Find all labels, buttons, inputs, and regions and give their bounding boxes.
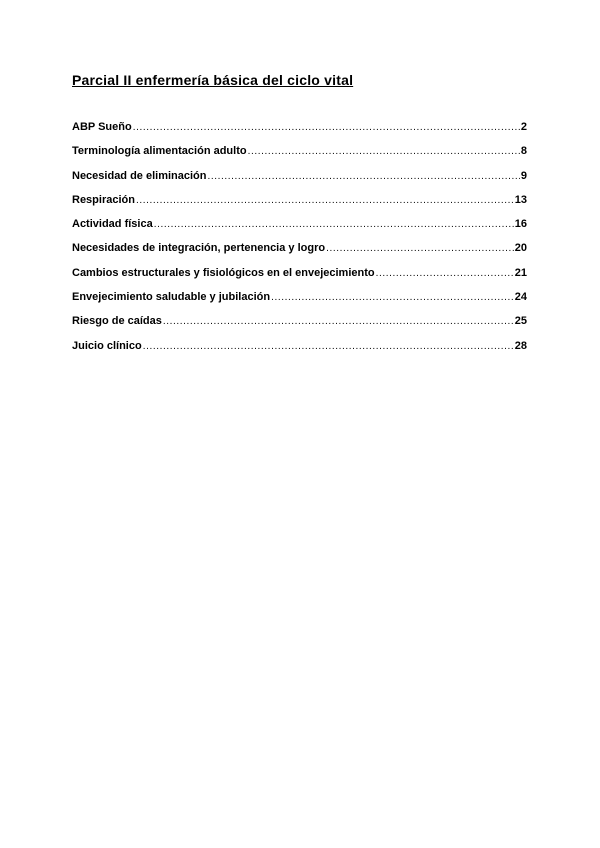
toc-dot-leader bbox=[143, 341, 514, 352]
toc-page-number: 8 bbox=[520, 145, 527, 158]
toc-page-number: 16 bbox=[514, 218, 527, 231]
toc-page-number: 24 bbox=[514, 291, 527, 304]
toc-page-number: 21 bbox=[514, 266, 527, 279]
toc-entry[interactable] bbox=[72, 242, 527, 266]
toc-entry[interactable] bbox=[72, 291, 527, 315]
toc-entry-label: ABP Sueño bbox=[72, 121, 132, 133]
toc-entry-label: Necesidades de integración, pertenencia y logro bbox=[72, 242, 326, 255]
toc-entry-label: Juicio clínico bbox=[72, 339, 142, 352]
toc-dot-leader bbox=[154, 219, 514, 230]
toc-page-number: 20 bbox=[514, 242, 527, 255]
toc-entry[interactable] bbox=[72, 340, 527, 364]
toc-dot-leader bbox=[208, 171, 520, 182]
toc-dot-leader bbox=[248, 146, 520, 157]
toc-dot-leader bbox=[376, 268, 514, 279]
toc-dot-leader bbox=[326, 243, 514, 254]
toc-page-number: 25 bbox=[514, 315, 527, 328]
toc-entry-label: Respiración bbox=[72, 193, 135, 206]
toc-entry[interactable] bbox=[72, 218, 527, 242]
toc-dot-leader bbox=[163, 316, 514, 327]
toc-dot-leader bbox=[271, 292, 514, 303]
toc-entry-label: Riesgo de caídas bbox=[72, 315, 162, 328]
toc-entry-label: Envejecimiento saludable y jubilación bbox=[72, 291, 271, 304]
toc-page-number: 13 bbox=[514, 193, 527, 206]
toc-entry-label: Cambios estructurales y fisiológicos en el envejecimiento bbox=[72, 266, 375, 279]
toc-page-number: 2 bbox=[520, 121, 527, 133]
toc-dot-leader bbox=[136, 195, 514, 206]
toc-entry[interactable] bbox=[72, 315, 527, 339]
table-of-contents bbox=[72, 121, 527, 364]
toc-entry[interactable] bbox=[72, 194, 527, 218]
toc-entry[interactable] bbox=[72, 145, 527, 169]
toc-page-number: 28 bbox=[514, 339, 527, 352]
toc-entry-label: Necesidad de eliminación bbox=[72, 169, 207, 182]
toc-entry[interactable] bbox=[72, 170, 527, 194]
toc-entry-label: Terminología alimentación adulto bbox=[72, 145, 247, 158]
toc-entry-label: Actividad física bbox=[72, 218, 153, 231]
toc-page-number: 9 bbox=[520, 169, 527, 182]
toc-dot-leader bbox=[133, 122, 520, 133]
toc-entry[interactable] bbox=[72, 267, 527, 291]
toc-entry[interactable] bbox=[72, 121, 527, 145]
document-title: Parcial II enfermería básica del ciclo vital bbox=[72, 72, 354, 88]
